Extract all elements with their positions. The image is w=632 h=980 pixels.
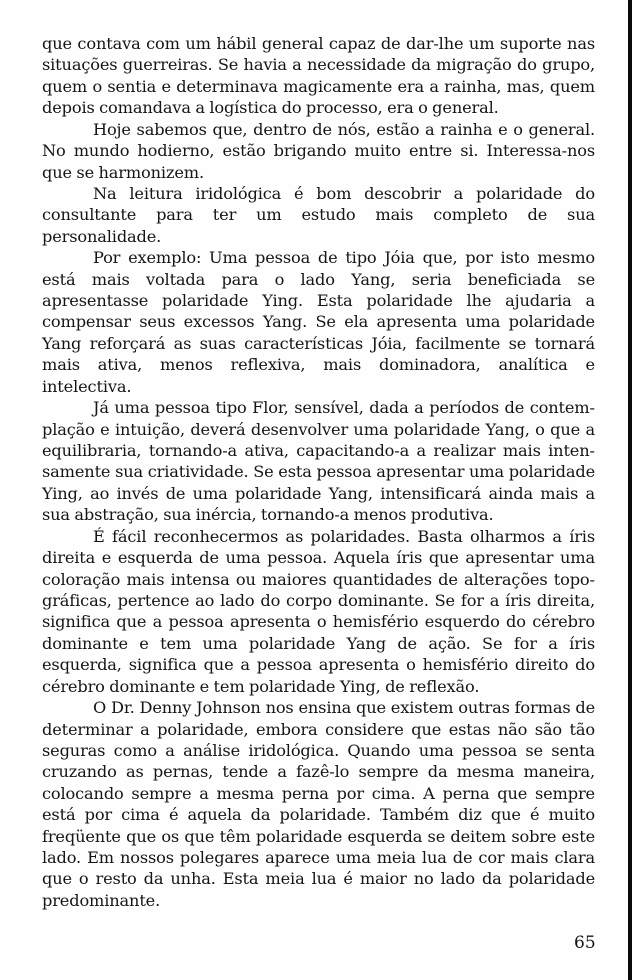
- paragraph: É fácil reconhecermos as polaridades. Basta olharmos a íris direita e esquerda de uma pessoa. Aquela íris que apresentar uma coloração mais intensa ou maiores quantidades de alterações topográficas, pertence ao lado do corpo dominante. Se for a íris direita, significa que a pessoa apresenta o hemisfério esquerdo do cérebro dominante e tem uma polaridade Yang de ação. Se for a íris esquerda, significa que a pessoa apresenta o hemisfério direito do cérebro dominante e tem polaridade Ying, de reflexão.: [42, 526, 595, 696]
- scan-edge-border: [628, 0, 632, 980]
- paragraph: O Dr. Denny Johnson nos ensina que existem outras formas de determinar a polaridade, embora considere que estas não são tão seguras como a análise iridológica. Quando uma pessoa se senta cruzando as pernas, tende a fazê-lo sempre da mesma maneira, colocando sempre a mesma perna por cima. A perna que sempre está por cima é aquela da polaridade. Também diz que é muito freqüente que os que têm polaridade esquerda se deitem sobre este lado. Em nossos polegares aparece uma meia lua de cor mais clara que o resto da unha. Esta meia lua é maior no lado da polaridade predominante.: [42, 698, 595, 910]
- paragraph: Por exemplo: Uma pessoa de tipo Jóia que, por isto mesmo está mais voltada para o lado Yang, seria beneficiada se apresentasse polaridade Ying. Esta polaridade lhe ajudaria a compensar seus excessos Yang. Se ela apresenta uma polaridade Yang reforçará as suas características Jóia, facilmente se tornará mais ativa, menos reflexiva, mais dominadora, analítica e intelectiva.: [42, 248, 595, 396]
- paragraph-continued: que contava com um hábil general capaz de dar-lhe um suporte nas situações guerreiras. Se havia a necessidade da migração do grupo, quem o sentia e determinava magicamente era a rainha, mas, quem depois comandava a logística do processo, era o general.: [42, 34, 595, 118]
- page-number: 65: [574, 933, 596, 953]
- paragraph: Na leitura iridológica é bom descobrir a polaridade do consultante para ter um estudo mais completo de sua personalidade.: [42, 183, 595, 246]
- body-text: [42, 33, 595, 911]
- paragraph: Já uma pessoa tipo Flor, sensível, dada a períodos de contemplação e intuição, deverá desenvolver uma polaridade Yang, o que a equilibraria, tornando-a ativa, capacitando-a a realizar mais intensamente sua criatividade. Se esta pessoa apresentar uma polaridade Ying, ao invés de uma polaridade Yang, intensificará ainda mais a sua abstração, sua inércia, tornando-a menos produtiva.: [42, 398, 595, 525]
- paragraph: Hoje sabemos que, dentro de nós, estão a rainha e o general. No mundo hodierno, estão brigando muito entre si. Interessa-nos que se harmonizem.: [42, 119, 595, 182]
